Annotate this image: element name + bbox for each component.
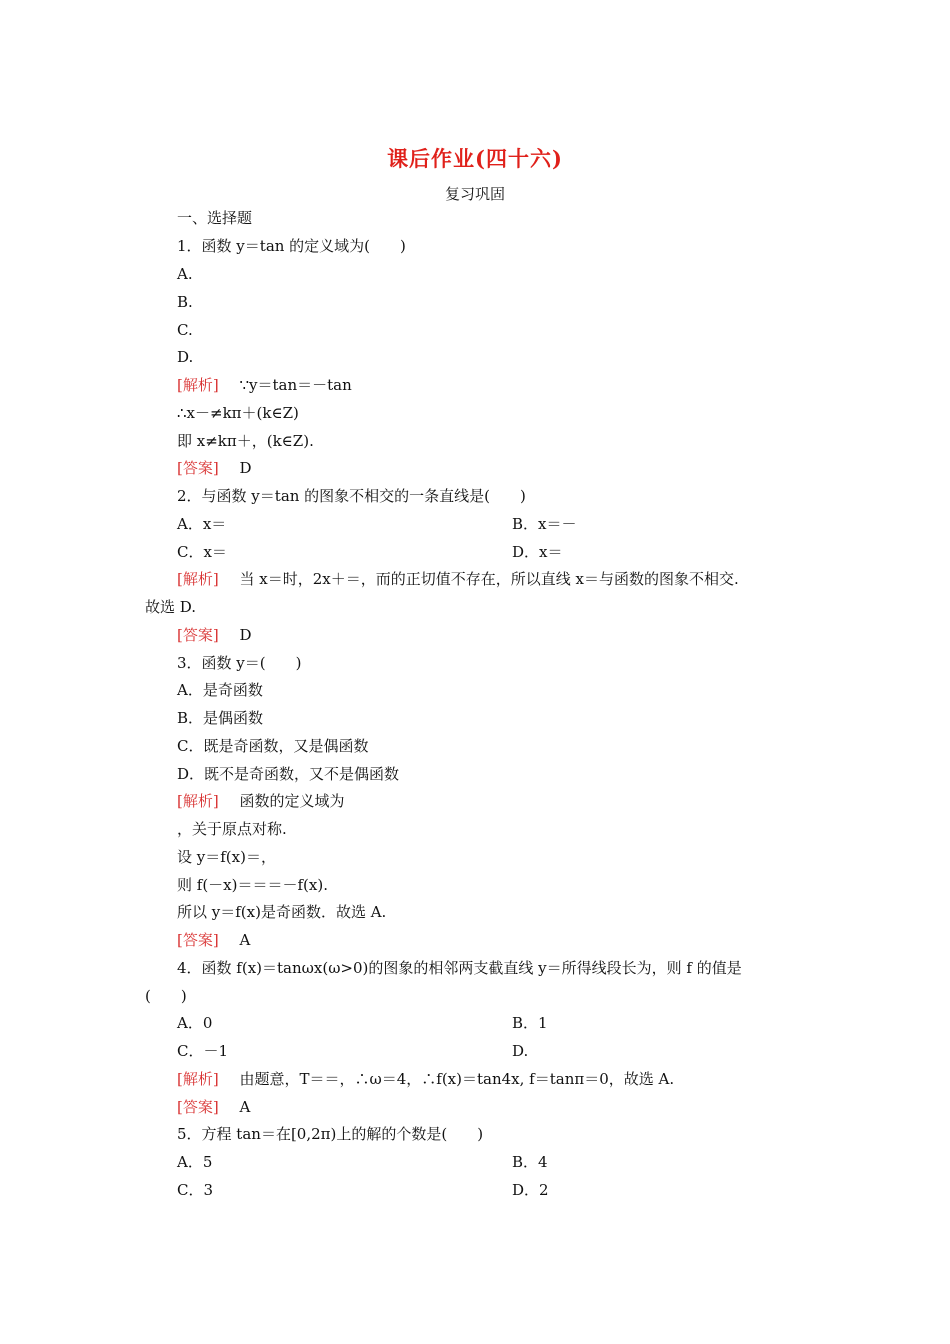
q5-stem: 5．方程 tan＝在[0,2π)上的解的个数是( ): [177, 1125, 484, 1143]
q1-option-b: B.: [177, 293, 193, 311]
analysis-tag: [解析]: [177, 376, 219, 394]
q5-option-c: C．3: [177, 1181, 214, 1199]
q3-option-a: A．是奇函数: [177, 681, 263, 699]
q3-answer: A: [239, 931, 251, 949]
section-heading: 一、选择题: [177, 209, 253, 227]
q1-analysis-text: ∵y＝tan＝－tan: [239, 376, 352, 394]
q3-analysis-line: [177, 791, 345, 811]
answer-tag: [答案]: [177, 459, 219, 477]
answer-tag: [答案]: [177, 931, 219, 949]
q3-option-b: B．是偶函数: [177, 709, 264, 727]
q3-analysis-text: 设 y＝f(x)＝，: [177, 848, 276, 866]
q2-option-d: D．x＝: [512, 543, 563, 561]
q1-option-a: A.: [177, 265, 193, 283]
page-subtitle: 复习巩固: [444, 185, 505, 203]
q4-answer-line: [177, 1097, 250, 1117]
q2-analysis-text: 故选 D.: [145, 598, 197, 616]
q4-option-a: A．0: [177, 1014, 213, 1032]
q1-answer-line: [177, 458, 252, 478]
q3-analysis-text: ，关于原点对称.: [177, 820, 287, 838]
q4-stem-continued: ( ): [145, 987, 187, 1005]
q1-stem: 1．函数 y＝tan 的定义域为( ): [177, 237, 406, 255]
q4-analysis-line: [177, 1069, 674, 1089]
q2-analysis-text: 当 x＝时，2x＋＝，而的正切值不存在，所以直线 x＝与函数的图象不相交.: [239, 570, 739, 588]
analysis-tag: [解析]: [177, 792, 219, 810]
q3-analysis-text: 函数的定义域为: [239, 792, 345, 810]
q4-stem: 4．函数 f(x)＝tanωx(ω>0)的图象的相邻两支截直线 y＝所得线段长为，则 f 的值是: [177, 959, 742, 977]
q4-option-d: D.: [512, 1042, 529, 1060]
q1-option-d: D.: [177, 348, 194, 366]
q3-answer-line: [177, 930, 250, 950]
q2-stem: 2．与函数 y＝tan 的图象不相交的一条直线是( ): [177, 487, 526, 505]
q1-analysis-line: [177, 375, 352, 395]
q3-stem: 3．函数 y＝( ): [177, 654, 302, 672]
q4-analysis-text: 由题意，T＝＝，∴ω＝4，∴f(x)＝tan4x, f＝tanπ＝0，故选 A.: [239, 1070, 675, 1088]
q4-option-c: C．－1: [177, 1042, 229, 1060]
answer-tag: [答案]: [177, 1098, 219, 1116]
q2-answer-line: [177, 625, 252, 645]
q2-answer: D: [239, 626, 252, 644]
q3-analysis-text: 则 f(－x)＝＝＝－f(x).: [177, 876, 328, 894]
answer-tag: [答案]: [177, 626, 219, 644]
q3-option-d: D．既不是奇函数，又不是偶函数: [177, 765, 400, 783]
q1-analysis-text: ∴x－≠kπ＋(k∈Z): [177, 404, 299, 422]
q1-analysis-text: 即 x≠kπ＋，(k∈Z).: [177, 432, 314, 450]
q3-option-c: C．既是奇函数，又是偶函数: [177, 737, 369, 755]
q3-analysis-text: 所以 y＝f(x)是奇函数．故选 A.: [177, 903, 387, 921]
q4-option-b: B．1: [512, 1014, 548, 1032]
q2-option-c: C．x＝: [177, 543, 227, 561]
q2-analysis-line: [177, 569, 739, 589]
q2-option-b: B．x＝－: [512, 515, 577, 533]
q4-answer: A: [239, 1098, 251, 1116]
q5-option-b: B．4: [512, 1153, 548, 1171]
q5-option-d: D．2: [512, 1181, 549, 1199]
q2-option-a: A．x＝: [177, 515, 227, 533]
q1-answer: D: [239, 459, 252, 477]
q5-option-a: A．5: [177, 1153, 213, 1171]
analysis-tag: [解析]: [177, 570, 219, 588]
q1-option-c: C.: [177, 321, 193, 339]
analysis-tag: [解析]: [177, 1070, 219, 1088]
page-title: 课后作业(四十六): [387, 146, 563, 171]
